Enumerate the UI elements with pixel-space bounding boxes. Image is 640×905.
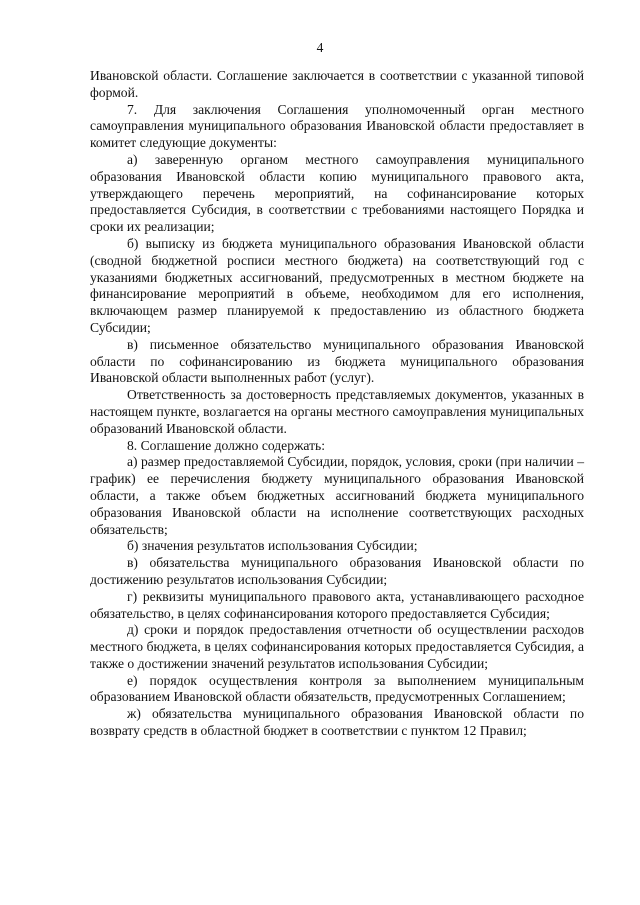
paragraph-item-7v: в) письменное обязательство муниципального образования Ивановской области по софинансированию из бюджета муниципального образования Ивановской области выполненных работ (услуг). (90, 336, 584, 386)
paragraph-item-8d: д) сроки и порядок предоставления отчетности об осуществлении расходов местного бюджета, в целях софинансирования которых предоставляется Субсидия, а также о достижении значений результатов использования Субсидии; (90, 622, 584, 671)
page-number: 4 (316, 40, 324, 55)
paragraph-item-7b: б) выписку из бюджета муниципального образования Ивановской области (сводной бюджетной росписи местного бюджета) на соответствующий год с указаниями бюджетных ассигнований, предусмотренных в местном бюджете на финансирование мероприятий в объеме, необходимом для его исполнения, включающем размер планируемой к предоставлению из областного бюджета Субсидии; (90, 235, 584, 335)
document-body (90, 68, 584, 740)
paragraph-item-7a: а) заверенную органом местного самоуправления муниципального образования Ивановской области копию муниципального правового акта, утверждающего перечень мероприятий, на софинансирование которых предоставляется Субсидия, в соответствии с требованиями настоящего Порядка и сроки их реализации; (90, 151, 584, 235)
paragraph-item-8b: б) значения результатов использования Субсидии; (127, 538, 418, 554)
paragraph-item-8v: в) обязательства муниципального образования Ивановской области по достижению результатов использования Субсидии; (90, 555, 584, 587)
paragraph-item-8zh: ж) обязательства муниципального образования Ивановской области по возврату средств в областной бюджет в соответствии с пунктом 12 Правил; (90, 706, 584, 739)
paragraph-item-8a: а) размер предоставляемой Субсидии, порядок, условия, сроки (при наличии – график) ее перечисления бюджету муниципального образования Ивановской области, а также объем бюджетных ассигнований бюджета муниципального образования Ивановской области на исполнение соответствующих расходных обязательств; (90, 454, 584, 537)
paragraph-item-8: 8. Соглашение должно содержать: (127, 437, 325, 453)
paragraph-responsibility: Ответственность за достоверность представляемых документов, указанных в настоящем пункте, возлагается на органы местного самоуправления муниципальных образований Ивановской области. (90, 387, 584, 436)
paragraph-continuation: Ивановской области. Соглашение заключается в соответствии с указанной типовой формой. (90, 68, 584, 100)
paragraph-item-7: 7. Для заключения Соглашения уполномоченный орган местного самоуправления муниципального образования Ивановской области предоставляет в комитет следующие документы: (90, 101, 584, 151)
paragraph-item-8g: г) реквизиты муниципального правового акта, устанавливающего расходное обязательство, в целях софинансирования которого предоставляется Субсидия; (90, 588, 584, 621)
paragraph-item-8e: е) порядок осуществления контроля за выполнением муниципальным образованием Ивановской области обязательств, предусмотренных Соглашением; (90, 672, 584, 705)
